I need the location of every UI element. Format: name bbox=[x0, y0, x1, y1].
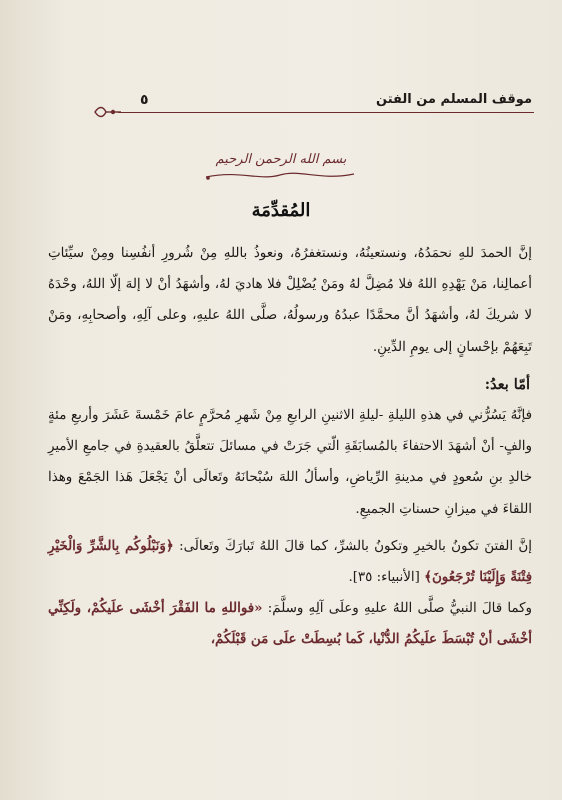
basmala-flourish-icon bbox=[200, 168, 360, 182]
section-heading: المُقدِّمَة bbox=[251, 200, 311, 221]
hadith-intro: وكما قالَ النبيُّ صلَّى اللهُ عليهِ وعلَى آلِهِ وسلَّمَ: bbox=[267, 601, 532, 617]
basmala: بسم الله الرحمن الرحيم bbox=[215, 152, 347, 167]
hadith-quote: «فواللهِ ما الفَقْرَ أخْشَى علَيكُمْ، ولَكِنِّي أخْشَى أنْ تُبْسَطَ علَيكُمُ الدُّنْيا، كَما بُسِطَتْ علَى مَن قَبْلَكُمْ، bbox=[48, 600, 532, 648]
quran-reference: [الأنبياء: ٣٥]. bbox=[348, 570, 420, 586]
page-number: ٥ bbox=[140, 92, 149, 108]
ornament-icon bbox=[93, 104, 121, 120]
running-title: موقف المسلم من الفتن bbox=[376, 92, 532, 107]
paragraph-opening: إنَّ الحمدَ للهِ نحمَدُهُ، ونستعينُهُ، ونستغفرُهُ، ونعوذُ باللهِ مِنْ شُرورِ أنفُسِنا ومِنْ سيِّئاتِ أعمالِنا، مَنْ يَهْدِهِ اللهُ فلا مُضِلَّ لهُ ومَنْ يُضْلِلْ فلا هاديَ لهُ، وأشهَدُ أنْ لا إلهَ إلّا اللهُ، وحْدَهُ لا شريكَ لهُ، وأشهَدُ أنَّ محمَّدًا عبدُهُ ورسولُهُ، صلَّى اللهُ عليهِ، وعلى آلِهِ، وأصحابِهِ، ومَنْ تَبِعَهُمْ بإحْسانٍ إلى يومِ الدِّينِ. bbox=[48, 246, 532, 355]
paragraph-amma-bad: أمّا بعدُ: bbox=[484, 375, 530, 393]
fitan-intro: إنَّ الفتنَ تكونُ بالخيرِ وتكونُ بالشرِّ، كما قالَ اللهُ تَبارَكَ وتَعالَى: bbox=[179, 538, 532, 554]
paragraph-occasion: فإنَّهُ يَسُرُّني في هذهِ الليلةِ -ليلةِ الاثنينِ الرابعِ مِنْ شَهرِ مُحرَّمٍ عامَ خَمْسةَ عَشَرَ وأربعِ مئةٍ والفٍ- أنْ أشهَدَ الاحتفاءَ بالمُسابَقَةِ الّتي جَرَتْ في مسائلَ تتعلَّقُ بالعقيدةِ في جامعِ الأميرِ خالدِ بنِ سُعودٍ في مدينةِ الرِّياضِ، وأسألُ اللهَ سُبْحانَهُ وتَعالَى أنْ يَجْعَلَ هَذا الجَمْعَ وهذا اللقاءَ في ميزانِ حسناتِ الجميعِ. bbox=[48, 408, 532, 517]
header-rule bbox=[118, 112, 534, 113]
paragraph-fitan bbox=[48, 531, 532, 593]
quran-quote: ﴿وَنَبْلُوكُم بِالشَّرِّ وَالْخَيْرِ فِتْنَةً وَإِلَيْنَا تُرْجَعُونَ﴾ bbox=[48, 537, 532, 586]
body-text bbox=[48, 238, 532, 656]
paragraph-hadith bbox=[48, 593, 532, 655]
